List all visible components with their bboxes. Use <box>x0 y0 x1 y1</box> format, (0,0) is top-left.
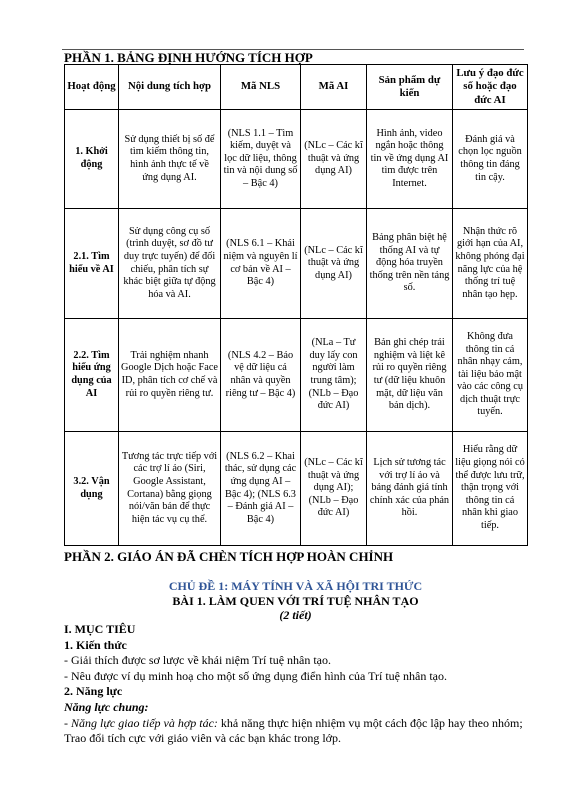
activity-cell: 2.1. Tìm hiểu về AI <box>65 209 119 319</box>
nls-cell: (NLS 1.1 – Tìm kiếm, duyệt và lọc dữ liệu, thông tin và nội dung số – Bậc 4) <box>221 110 301 209</box>
ethics-cell: Không đưa thông tin cá nhân nhạy cảm, tài liệu bảo mật vào các công cụ dịch thuật trực tuyến. <box>453 319 528 432</box>
list-item: - Giải thích được sơ lược về khái niệm Trí tuệ nhân tạo. <box>64 653 331 668</box>
header-content: Nội dung tích hợp <box>119 65 221 110</box>
nls-cell: (NLS 6.2 – Khai thác, sử dụng các ứng dụng AI – Bậc 4); (NLS 6.3 – Đánh giá AI – Bậc 4) <box>221 432 301 546</box>
header-ai-code: Mã AI <box>301 65 367 110</box>
ai-cell: (NLc – Các kĩ thuật và ứng dụng AI) <box>301 209 367 319</box>
activity-cell: 2.2. Tìm hiểu ứng dụng của AI <box>65 319 119 432</box>
ai-cell: (NLc – Các kĩ thuật và ứng dụng AI); (NLb – Đạo đức AI) <box>301 432 367 546</box>
product-cell: Lịch sử tương tác với trợ lí ảo và bảng đánh giá tính chính xác của phản hồi. <box>367 432 453 546</box>
table-row <box>65 209 528 319</box>
integration-table <box>64 64 528 546</box>
content-cell: Sử dụng công cụ số (trình duyệt, sơ đồ tư duy trực tuyến) để đối chiếu, phân tích sự khác biệt giữa tự động hóa và AI. <box>119 209 221 319</box>
part1-heading: PHẦN 1. BẢNG ĐỊNH HƯỚNG TÍCH HỢP <box>64 50 313 65</box>
competence-heading: 2. Năng lực <box>64 684 123 699</box>
ethics-cell: Đánh giá và chọn lọc nguồn thông tin đáng tin cậy. <box>453 110 528 209</box>
ai-cell: (NLa – Tư duy lấy con người làm trung tâm); (NLb – Đạo đức AI) <box>301 319 367 432</box>
lesson-title: BÀI 1. LÀM QUEN VỚI TRÍ TUỆ NHÂN TẠO <box>172 594 419 608</box>
communication-label: - Năng lực giao tiếp và hợp tác: <box>64 715 218 730</box>
topic-title: CHỦ ĐỀ 1: MÁY TÍNH VÀ XÃ HỘI TRI THỨC <box>168 579 423 593</box>
communication-paragraph <box>64 716 527 747</box>
content-cell: Trải nghiệm nhanh Google Dịch hoặc Face ID, phân tích cơ chế và rủi ro quyền riêng tư. <box>119 319 221 432</box>
table-row <box>65 319 528 432</box>
general-competence-label: Năng lực chung: <box>64 699 149 714</box>
nls-cell: (NLS 4.2 – Bảo vệ dữ liệu cá nhân và quyền riêng tư – Bậc 4) <box>221 319 301 432</box>
content-cell: Sử dụng thiết bị số để tìm kiếm thông tin, hình ảnh thực tế về ứng dụng AI. <box>119 110 221 209</box>
activity-cell: 3.2. Vận dụng <box>65 432 119 546</box>
content-cell: Tương tác trực tiếp với các trợ lí ảo (Siri, Google Assistant, Cortana) bằng giọng nói/văn bản để thực hiện tác vụ cụ thể. <box>119 432 221 546</box>
table-header-row <box>65 65 528 110</box>
part2-heading: PHẦN 2. GIÁO ÁN ĐÃ CHÈN TÍCH HỢP HOÀN CHỈNH <box>64 549 394 564</box>
knowledge-heading: 1. Kiến thức <box>64 637 127 652</box>
ai-cell: (NLc – Các kĩ thuật và ứng dụng AI) <box>301 110 367 209</box>
list-item: - Nêu được ví dụ minh hoạ cho một số ứng dụng điển hình của Trí tuệ nhân tạo. <box>64 668 447 683</box>
ethics-cell: Hiểu rằng dữ liệu giọng nói có thể được lưu trữ, thận trọng với thông tin cá nhân khi giao tiếp. <box>453 432 528 546</box>
header-product: Sản phẩm dự kiến <box>367 65 453 110</box>
communication-text: khả năng thực hiện nhiệm vụ một cách độc lập hay theo nhóm; Trao đổi tích cực với giáo viên và các bạn khác trong lớp. <box>64 715 523 746</box>
activity-cell: 1. Khởi động <box>65 110 119 209</box>
header-ethics-note: Lưu ý đạo đức số hoặc đạo đức AI <box>453 65 528 110</box>
table-row <box>65 432 528 546</box>
objectives-heading: I. MỤC TIÊU <box>64 622 136 636</box>
header-activity: Hoạt động <box>65 65 119 110</box>
table-row <box>65 110 528 209</box>
product-cell: Bản ghi chép trải nghiệm và liệt kê rủi ro quyền riêng tư (dữ liệu khuôn mặt, dữ liệu văn bản dịch). <box>367 319 453 432</box>
product-cell: Bảng phân biệt hệ thống AI và tự động hóa truyền thống trên nền tảng số. <box>367 209 453 319</box>
product-cell: Hình ảnh, video ngắn hoặc thông tin về ứng dụng AI tìm được trên Internet. <box>367 110 453 209</box>
lesson-body <box>64 622 527 747</box>
lesson-duration: (2 tiết) <box>279 608 312 622</box>
header-nls-code: Mã NLS <box>221 65 301 110</box>
ethics-cell: Nhận thức rõ giới hạn của AI, không phóng đại năng lực của hệ thống trí tuệ nhân tạo hẹp. <box>453 209 528 319</box>
nls-cell: (NLS 6.1 – Khái niệm và nguyên lí cơ bản về AI – Bậc 4) <box>221 209 301 319</box>
